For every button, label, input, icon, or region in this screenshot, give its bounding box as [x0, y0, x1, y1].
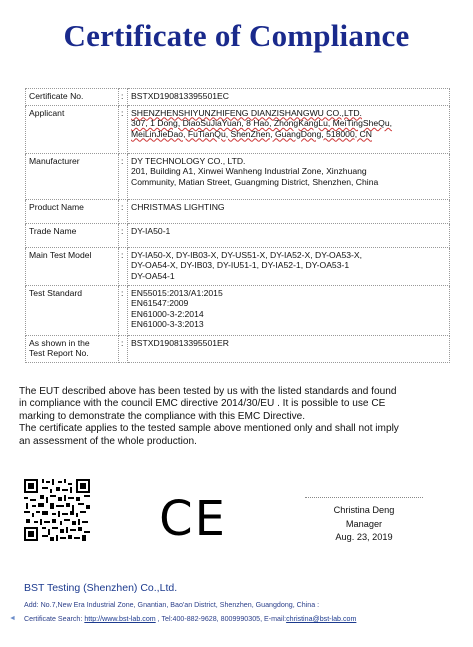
separator: :	[119, 335, 128, 362]
arrow-bullet-icon: ◄	[9, 615, 16, 622]
value-test-report-no	[128, 335, 450, 362]
row-main-test-model	[26, 247, 450, 285]
standard-line: EN61000-3-3:2013	[131, 319, 204, 329]
model-line: DY-IA50-X, DY-IB03-X, DY-US51-X, DY-IA52-X, DY-OA53-X,	[131, 249, 363, 260]
statement-line: in compliance with the council EMC directive 2014/30/EU . It is possible to use CE	[19, 398, 386, 410]
separator: :	[119, 153, 128, 199]
standard-line: EN61000-3-2:2014	[131, 308, 204, 319]
value-product-name	[128, 199, 450, 223]
separator: :	[119, 199, 128, 223]
certificate-number: BSTXD190813395501EC	[131, 91, 229, 101]
qr-code-icon	[24, 479, 90, 541]
row-test-standard	[26, 285, 450, 335]
model-line: DY-OA54-X, DY-IB03, DY-IU51-1, DY-IA52-1, DY-OA53-1	[131, 260, 350, 270]
company-address: Add: No.7,New Era Industrial Zone, Gnantian, Bao'an District, Shenzhen, Guangdong, China :	[24, 601, 320, 609]
value-certificate-no	[128, 89, 450, 106]
label-line: Test Report No.	[29, 348, 89, 358]
label-main-test-model: Main Test Model	[26, 247, 119, 285]
email-link[interactable]: christina@bst-lab.com	[286, 615, 357, 623]
row-applicant	[26, 105, 450, 153]
statement-line: marking to demonstrate the compliance with this EMC Directive.	[19, 410, 306, 422]
value-applicant	[128, 105, 450, 153]
applicant-address-line: MeiLinJieDao, FuTianQu, ShenZhen, GuangDong, 518000, CN	[131, 128, 372, 139]
statement-line: The certificate applies to the tested sample above mentioned only and shall not imply	[19, 423, 399, 435]
product-name: CHRISTMAS LIGHTING	[131, 201, 225, 212]
value-trade-name	[128, 223, 450, 247]
separator: :	[119, 105, 128, 153]
signatory-role: Manager	[345, 518, 383, 529]
value-main-test-model	[128, 247, 450, 285]
label-test-standard: Test Standard	[26, 285, 119, 335]
label-test-report-no	[26, 335, 119, 362]
separator: :	[119, 285, 128, 335]
row-trade-name	[26, 223, 450, 247]
label-product-name: Product Name	[26, 199, 119, 223]
statement-line: The EUT described above has been tested by us with the listed standards and found	[19, 386, 397, 397]
value-manufacturer	[128, 153, 450, 199]
label-certificate-no: Certificate No.	[26, 89, 119, 106]
model-line: DY-OA54-1	[131, 270, 175, 281]
standard-line: EN55015:2013/A1:2015	[131, 287, 223, 298]
company-name: BST Testing (Shenzhen) Co.,Ltd.	[24, 582, 178, 594]
manufacturer-address-line: Community, Matian Street, Guangming District, Shenzhen, China	[131, 176, 379, 187]
certificate-title: Certificate of Compliance	[63, 18, 410, 53]
applicant-name: SHENZHENSHIYUNZHIFENG DIANZISHANGWU CO.,LTD.	[131, 107, 362, 118]
separator: :	[119, 223, 128, 247]
compliance-statement	[19, 386, 454, 448]
label-trade-name: Trade Name	[26, 223, 119, 247]
manufacturer-name: DY TECHNOLOGY CO., LTD.	[131, 155, 246, 166]
row-manufacturer	[26, 153, 450, 199]
manufacturer-address-line: 201, Building A1, Xinwei Wanheng Industrial Zone, Xinzhuang	[131, 166, 367, 176]
standard-line: EN61547:2009	[131, 298, 189, 308]
tel-text: , Tel:400-882-9628, 8009990305, E-mail:	[155, 615, 287, 623]
ce-mark-text: CE	[159, 491, 227, 546]
label-applicant: Applicant	[26, 105, 119, 153]
separator: :	[119, 89, 128, 106]
label-manufacturer: Manufacturer	[26, 153, 119, 199]
test-report-number: BSTXD190813395501ER	[131, 337, 229, 348]
signature-date: Aug. 23, 2019	[335, 532, 393, 542]
statement-line: an assessment of the whole production.	[19, 435, 197, 447]
signatory-name: Christina Deng	[333, 505, 395, 515]
signature-block	[305, 497, 423, 545]
signature-line	[305, 497, 423, 498]
label-line: As shown in the	[29, 337, 90, 348]
value-test-standard	[128, 285, 450, 335]
row-test-report-no	[26, 335, 450, 362]
row-product-name	[26, 199, 450, 223]
trade-name: DY-IA50-1	[131, 225, 171, 236]
ce-mark-icon	[153, 490, 233, 546]
contact-line	[24, 615, 356, 623]
applicant-address-line: 307, 1 Dong, DiaoSuJiaYuan, 8 Hao, ZhongKangLu, MeiTingSheQu,	[131, 118, 393, 128]
separator: :	[119, 247, 128, 285]
row-certificate-no	[26, 89, 450, 106]
certificate-details-table	[25, 88, 450, 363]
website-link[interactable]: http://www.bst-lab.com	[84, 615, 156, 623]
search-label: Certificate Search:	[24, 615, 85, 623]
